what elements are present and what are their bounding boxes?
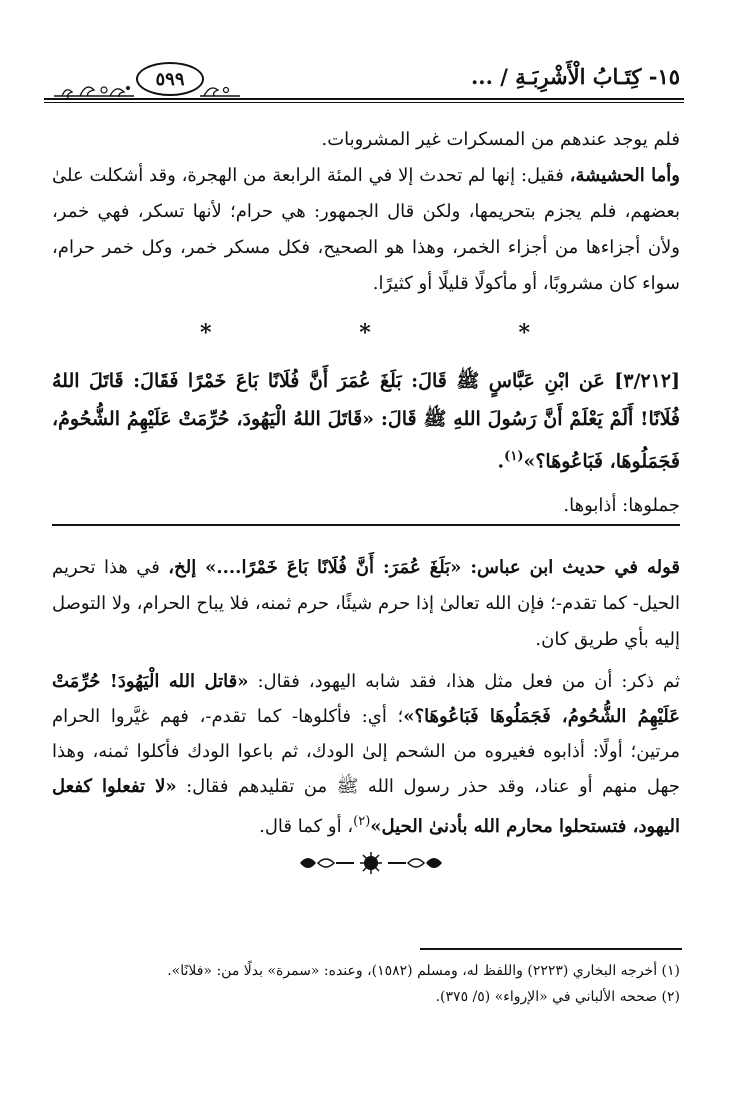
running-head: ١٥- كِتَـابُ الْأَشْرِبَـةِ / ... bbox=[470, 64, 680, 89]
paragraph-2-lead: وأما الحشيشة، bbox=[569, 165, 680, 186]
commentary-2 bbox=[52, 664, 680, 844]
footnote-ref-2[interactable]: (٢) bbox=[353, 814, 371, 829]
hadith-text bbox=[52, 362, 680, 480]
commentary-2-quote-1: «قاتل الله الْيَهُودَ! حُرِّمَتْ عَلَيْهِمُ الشُّحُومُ، فَجَمَلُوهَا فَبَاعُوهَا؟» bbox=[52, 671, 680, 727]
paragraph-2 bbox=[52, 158, 680, 302]
end-ornament-icon bbox=[296, 850, 446, 876]
footnotes bbox=[52, 958, 680, 1010]
commentary-2-a: ثم ذكر: أن من فعل مثل هذا، فقد شابه اليهود، فقال: bbox=[248, 671, 680, 692]
gloss bbox=[52, 488, 680, 524]
page-header bbox=[44, 58, 684, 108]
separator-star: * bbox=[518, 320, 530, 346]
text-commentary-divider bbox=[52, 524, 680, 526]
header-rule bbox=[44, 98, 684, 100]
commentary-2-quote-2: «لا تفعلوا كفعل اليهود، فتستحلوا محارم الله بأدنىٰ الحيل» bbox=[52, 776, 680, 837]
commentary-2-e: ، أو كما قال. bbox=[259, 816, 354, 837]
paragraph-1 bbox=[52, 122, 680, 158]
commentary-1-lead: قوله في حديث ابن عباس: «بَلَغَ عُمَرَ: أَنَّ فُلَانًا بَاعَ خَمْرًا....» إلخ، bbox=[168, 557, 680, 578]
floral-ornament-icon bbox=[200, 76, 240, 100]
footnote-ref-1[interactable]: (١) bbox=[504, 449, 524, 464]
section-separator bbox=[200, 320, 530, 346]
commentary-1-text: في هذا تحريم الحيل- كما تقدم-؛ فإن الله تعالىٰ إذا حرم شيئًا، حرم ثمنه، فلا يباح الحرام، ولا التوصل إليه بأي طريق كان. bbox=[52, 557, 680, 650]
hadith-end: . bbox=[497, 450, 505, 473]
separator-star: * bbox=[359, 320, 371, 346]
page-number-badge bbox=[136, 62, 204, 96]
hadith-body: [٣/٢١٢] عَن ابْنِ عَبَّاسٍ ﷺ قَالَ: بَلَغَ عُمَرَ أَنَّ فُلَانًا بَاعَ خَمْرًا فَقَالَ: قَاتَلَ اللهُ فُلَانًا! أَلَمْ يَعْلَمْ أَنَّ رَسُولَ اللهِ ﷺ قَالَ: «قَاتَلَ اللهُ الْيَهُودَ، حُرِّمَتْ عَلَيْهِمُ الشُّحُومُ، فَجَمَلُوهَا، فَبَاعُوهَا؟» bbox=[52, 370, 680, 473]
commentary-1 bbox=[52, 550, 680, 658]
footnote-1: (١) أخرجه البخاري (٢٢٢٣) واللفظ له، ومسلم (١٥٨٢)، وعنده: «سمرة» بدلًا من: «فلانًا». bbox=[167, 963, 680, 979]
header-rule-thin bbox=[44, 102, 684, 103]
footnote-rule bbox=[420, 948, 682, 950]
page-number: ٥٩٩ bbox=[155, 68, 185, 90]
floral-ornament-icon bbox=[52, 76, 136, 100]
footnote-2: (٢) صححه الألباني في «الإرواء» (٥/ ٣٧٥). bbox=[435, 989, 680, 1005]
paragraph-1-text: فلم يوجد عندهم من المسكرات غير المشروبات. bbox=[321, 129, 680, 150]
paragraph-2-text: فقيل: إنها لم تحدث إلا في المئة الرابعة من الهجرة، وقد أشكلت علىٰ بعضهم، فلم يجزم بتحريمها، ولكن قال الجمهور: هي حرام؛ لأنها تسكر، فهي خمر، ولأن أجزاءها من أجزاء الخمر، وهذا هو الصحيح، فكل مسكر خمر، وكل خمر حرام، سواء كان مشروبًا، أو مأكولًا قليلًا أو كثيرًا. bbox=[52, 165, 680, 294]
gloss-text: جملوها: أذابوها. bbox=[563, 495, 680, 516]
separator-star: * bbox=[200, 320, 212, 346]
commentary-2-c: ؛ أي: فأكلوها- كما تقدم-، فهم غيَّروا الحرام مرتين؛ أولًا: أذابوه فغيروه من الشحم إلىٰ الودك، ثم باعوا الودك فأكلوا ثمنه، وهذا جهل منهم أو عناد، وقد حذر رسول الله ﷺ من تقليدهم فقال: bbox=[52, 706, 680, 797]
